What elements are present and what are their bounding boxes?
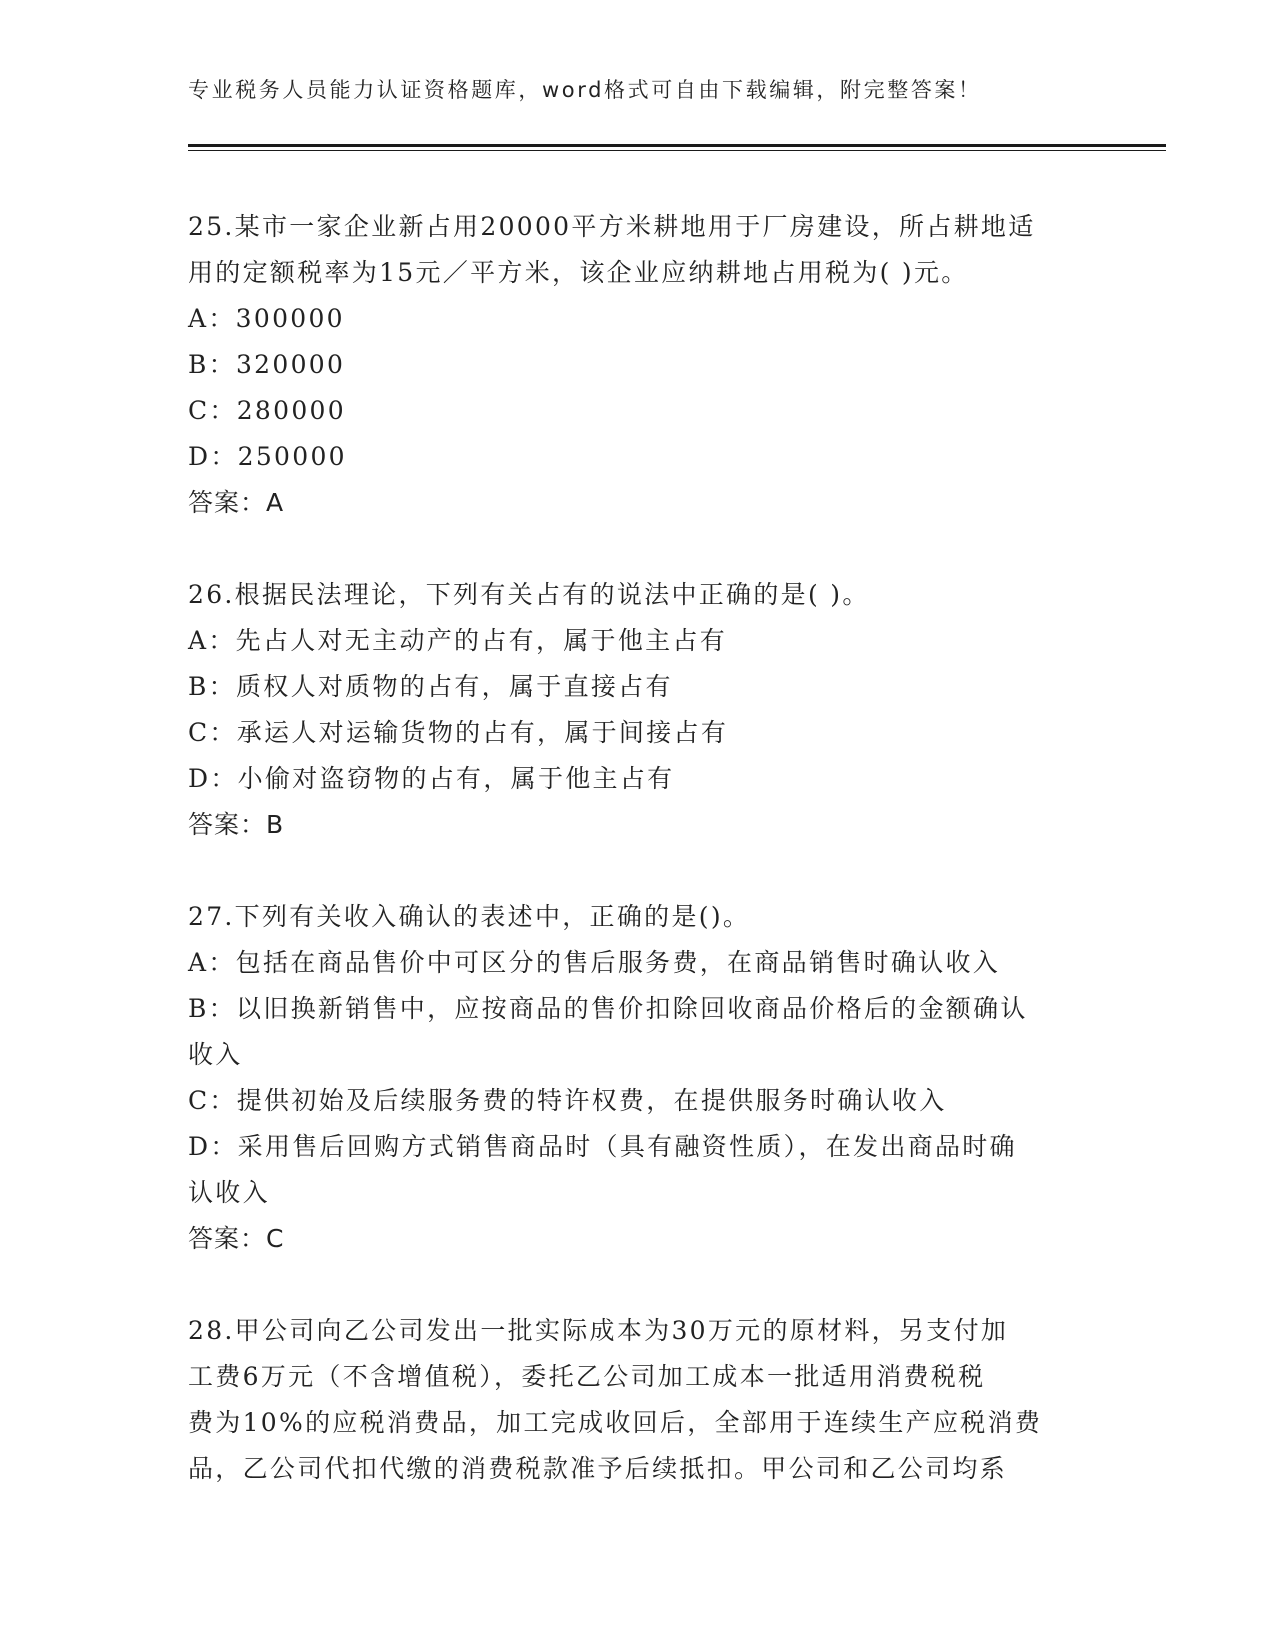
question-stem-line: 28.甲公司向乙公司发出一批实际成本为30万元的原材料，另支付加	[188, 1316, 1009, 1345]
question-stem-line: 费为10%的应税消费品，加工完成收回后，全部用于连续生产应税消费	[188, 1408, 1043, 1437]
question-stem-line: 用的定额税率为15元／平方米，该企业应纳耕地占用税为( )元。	[188, 258, 969, 287]
question-gap	[188, 848, 1088, 894]
answer-label: 答案：C	[188, 1224, 285, 1253]
header-rule-thin	[188, 150, 1166, 151]
question-25	[188, 204, 1088, 526]
answer-label: 答案：A	[188, 488, 285, 517]
question-26	[188, 572, 1088, 848]
option-c: C：提供初始及后续服务费的特许权费，在提供服务时确认收入	[188, 1086, 947, 1115]
answer-label: 答案：B	[188, 810, 285, 839]
option-b: B：320000	[188, 350, 346, 379]
option-b-continued: 收入	[188, 1040, 243, 1069]
option-a: A：300000	[188, 304, 345, 333]
page-header: 专业税务人员能力认证资格题库，word格式可自由下载编辑，附完整答案！	[188, 78, 982, 102]
option-a: A：先占人对无主动产的占有，属于他主占有	[188, 626, 728, 655]
question-stem-line: 26.根据民法理论，下列有关占有的说法中正确的是( )。	[188, 580, 870, 609]
question-28	[188, 1308, 1088, 1492]
option-d: D：250000	[188, 442, 347, 471]
header-rule-thick	[188, 144, 1166, 147]
option-b: B：质权人对质物的占有，属于直接占有	[188, 672, 673, 701]
option-d: D：采用售后回购方式销售商品时（具有融资性质），在发出商品时确	[188, 1132, 1017, 1161]
question-stem-line: 品，乙公司代扣代缴的消费税款准予后续抵扣。甲公司和乙公司均系	[188, 1454, 1008, 1483]
option-a: A：包括在商品售价中可区分的售后服务费，在商品销售时确认收入	[188, 948, 1001, 977]
option-d-continued: 认收入	[188, 1178, 270, 1207]
question-stem-line: 工费6万元（不含增值税），委托乙公司加工成本一批适用消费税税	[188, 1362, 986, 1391]
option-d: D：小偷对盗窃物的占有，属于他主占有	[188, 764, 675, 793]
question-27	[188, 894, 1088, 1262]
option-c: C：280000	[188, 396, 346, 425]
question-gap	[188, 1262, 1088, 1308]
option-b: B：以旧换新销售中，应按商品的售价扣除回收商品价格后的金额确认	[188, 994, 1028, 1023]
question-stem-line: 25.某市一家企业新占用20000平方米耕地用于厂房建设，所占耕地适	[188, 212, 1036, 241]
option-c: C：承运人对运输货物的占有，属于间接占有	[188, 718, 729, 747]
question-list	[188, 204, 1088, 1492]
question-stem-line: 27.下列有关收入确认的表述中，正确的是()。	[188, 902, 751, 931]
question-gap	[188, 526, 1088, 572]
